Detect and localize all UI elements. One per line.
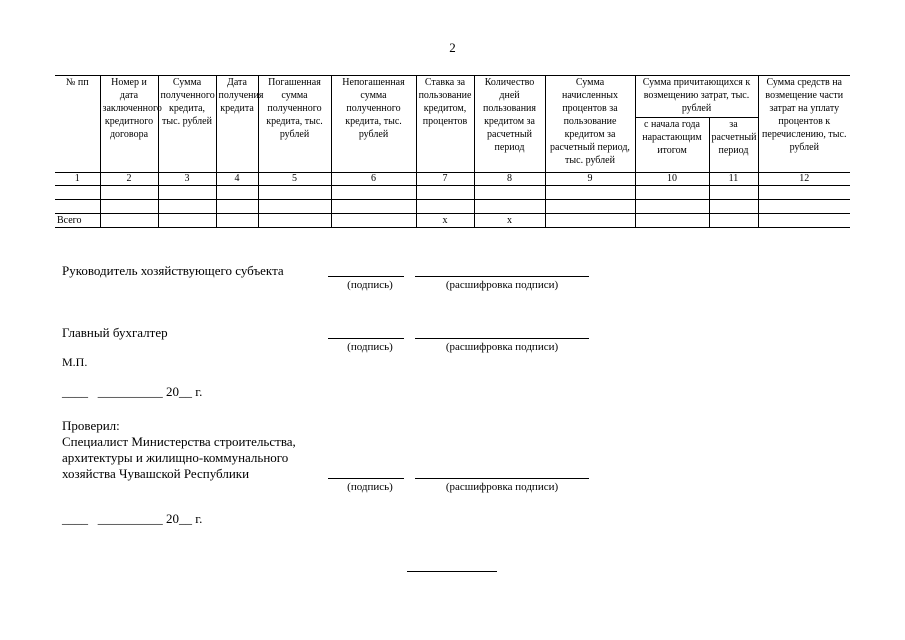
column-number: 6 bbox=[331, 173, 416, 186]
total-row bbox=[55, 214, 850, 228]
specialist-title-line3: хозяйства Чувашской Республики bbox=[62, 466, 250, 481]
column-number: 9 bbox=[545, 173, 635, 186]
head-signature-caption: (подпись) bbox=[347, 279, 393, 291]
date-line: ____ __________ 20__ г. bbox=[62, 511, 203, 526]
header-cell-days: Количество дней пользования кредитом за расчетный период bbox=[474, 76, 545, 173]
header-cell-unpaid-amount: Непогашенная сумма полученного кредита, тыс. рублей bbox=[331, 76, 416, 173]
total-cell-days: x bbox=[474, 214, 545, 228]
specialist-signature-line bbox=[328, 478, 404, 479]
head-signature-line bbox=[328, 276, 404, 277]
header-cell-number: № пп bbox=[55, 76, 100, 173]
table-row bbox=[55, 200, 850, 214]
column-number: 3 bbox=[158, 173, 216, 186]
specialist-decoding-line bbox=[415, 478, 589, 479]
credit-interest-table bbox=[55, 75, 850, 228]
header-cell-credit-date: Дата получения кредита bbox=[216, 76, 258, 173]
column-numbers-row bbox=[55, 173, 850, 186]
page-number: 2 bbox=[449, 40, 456, 55]
column-number: 12 bbox=[758, 173, 850, 186]
header-cell-rate: Ставка за пользование кредитом, процентов bbox=[416, 76, 474, 173]
specialist-title-line2: архитектуры и жилищно-коммунального bbox=[62, 450, 289, 465]
specialist-title-line1: Специалист Министерства строительства, bbox=[62, 434, 296, 449]
header-cell-accrued-interest: Сумма начисленных процентов за пользование кредитом за расчетный период, тыс. рублей bbox=[545, 76, 635, 173]
chief-accountant-label: Главный бухгалтер bbox=[62, 325, 168, 340]
column-number: 4 bbox=[216, 173, 258, 186]
head-signatory-label: Руководитель хозяйствующего субъекта bbox=[62, 263, 284, 278]
header-cell-credit-amount: Сумма полученного кредита, тыс. рублей bbox=[158, 76, 216, 173]
table-row bbox=[55, 186, 850, 200]
chief-signature-caption: (подпись) bbox=[347, 341, 393, 353]
header-cell-contract: Номер и дата заключенного кредитного договора bbox=[100, 76, 158, 173]
header-cell-transfer-amount: Сумма средств на возмещение части затрат на уплату процентов к перечислению, тыс. рублей bbox=[758, 76, 850, 173]
stamp-placeholder: М.П. bbox=[62, 355, 88, 369]
chief-decoding-caption: (расшифровка подписи) bbox=[445, 341, 559, 353]
column-number: 7 bbox=[416, 173, 474, 186]
column-number: 11 bbox=[709, 173, 758, 186]
closing-rule bbox=[407, 571, 497, 572]
date-line: ____ __________ 20__ г. bbox=[62, 384, 203, 399]
total-label: Всего bbox=[55, 214, 100, 228]
header-cell-period: за расчетный период bbox=[709, 118, 758, 173]
specialist-signature-caption: (подпись) bbox=[347, 481, 393, 493]
column-number: 8 bbox=[474, 173, 545, 186]
specialist-decoding-caption: (расшифровка подписи) bbox=[445, 481, 559, 493]
header-row bbox=[55, 76, 850, 118]
chief-decoding-line bbox=[415, 338, 589, 339]
checked-label: Проверил: bbox=[62, 418, 120, 433]
head-decoding-caption: (расшифровка подписи) bbox=[445, 279, 559, 291]
column-number: 10 bbox=[635, 173, 709, 186]
header-cell-repaid-amount: Погашенная сумма полученного кредита, тыс. рублей bbox=[258, 76, 331, 173]
column-number: 5 bbox=[258, 173, 331, 186]
head-decoding-line bbox=[415, 276, 589, 277]
header-cell-reimbursable-group: Сумма причитающихся к возмещению затрат, тыс. рублей bbox=[635, 76, 758, 118]
column-number: 2 bbox=[100, 173, 158, 186]
column-number: 1 bbox=[55, 173, 100, 186]
total-cell-rate: x bbox=[416, 214, 474, 228]
chief-signature-line bbox=[328, 338, 404, 339]
header-cell-year-to-date: с начала года нарастающим итогом bbox=[635, 118, 709, 173]
